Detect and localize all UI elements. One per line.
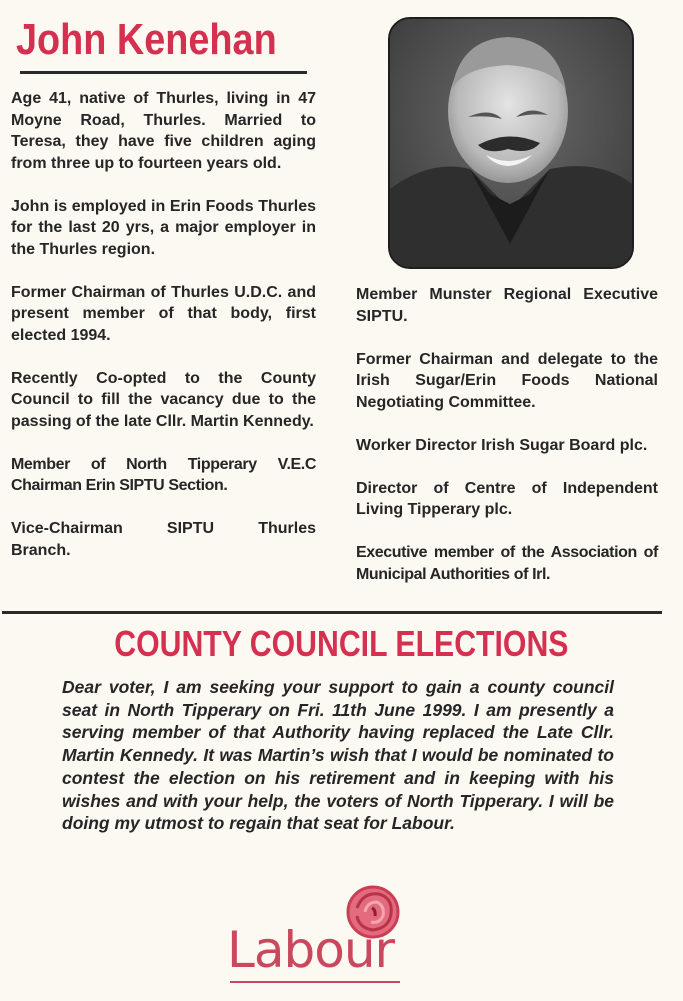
candidate-name: John Kenehan <box>16 15 277 64</box>
logo-underline <box>230 981 400 983</box>
bio-paragraph: Executive member of the Association of Municipal Authorities of Irl. <box>356 544 658 583</box>
bio-paragraph: Vice-Chairman SIPTU Thurles Branch. <box>11 520 316 559</box>
bio-paragraph: Former Chairman and delegate to the Irish Sugar/Erin Foods National Negotiating Committee. <box>356 350 658 411</box>
section-divider <box>2 611 662 614</box>
bio-paragraph: Director of Centre of Independent Living Tipperary plc. <box>356 479 658 518</box>
bio-right-column <box>356 284 658 607</box>
bio-paragraph: Member of North Tipperary V.E.C Chairman Erin SIPTU Section. <box>11 455 316 494</box>
bio-paragraph: Worker Director Irish Sugar Board plc. <box>356 436 648 454</box>
bio-paragraph: Recently Co-opted to the County Council to fill the vacancy due to the passing of the late Cllr. Martin Kennedy. <box>11 369 316 430</box>
section-title-text: COUNTY COUNCIL ELECTIONS <box>114 623 569 664</box>
labour-logo <box>225 882 405 992</box>
voter-letter: Dear voter, I am seeking your support to gain a county council seat in North Tipperary on Fri. 11th June 1999. I am presently a serving member of that Authority having replaced the Late Cllr. Martin Kennedy. It was Martin’s wish that I would be nominated to contest the election on his retirement and in keeping with his wishes and with your help, the voters of North Tipperary. I will be doing my utmost to regain that seat for Labour. <box>62 677 614 834</box>
portrait-image <box>390 19 632 267</box>
bio-left-column <box>11 88 316 583</box>
section-title <box>0 622 683 666</box>
candidate-photo <box>388 17 634 269</box>
bio-paragraph: Former Chairman of Thurles U.D.C. and present member of that body, first elected 1994. <box>11 283 316 344</box>
bio-paragraph: Member Munster Regional Executive SIPTU. <box>356 286 658 325</box>
name-underline <box>20 71 307 74</box>
bio-paragraph: John is employed in Erin Foods Thurles for the last 20 yrs, a major employer in the Thurles region. <box>11 197 316 258</box>
labour-wordmark: Labour <box>227 921 395 979</box>
bio-paragraph: Age 41, native of Thurles, living in 47 Moyne Road, Thurles. Married to Teresa, they have five children aging from three up to fourteen years old. <box>11 90 316 172</box>
